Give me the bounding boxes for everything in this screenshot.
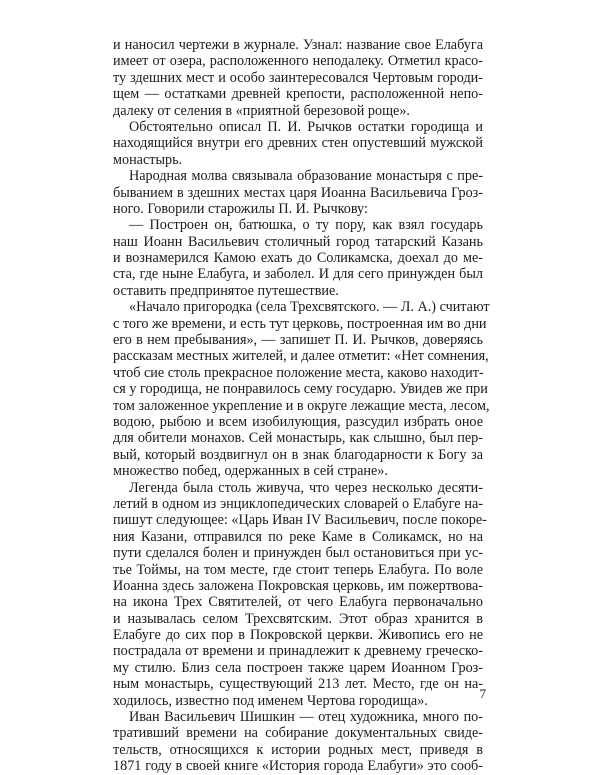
text-line: му стилю. Близ села построен также царем Иоанном Гроз- xyxy=(113,659,483,676)
text-line: пострадала от времени и принадлежит к древнему греческо- xyxy=(113,643,483,660)
text-line: и наносил чертежи в журнале. Узнал: название свое Елабуга xyxy=(113,37,483,53)
text-line: для обители монахов. Сей монастырь, как слышно, был пер- xyxy=(113,430,483,447)
text-line: ся у городища, не понравилось сему государю. Увидев же при xyxy=(113,381,488,398)
text-line: на икона Трех Святителей, от чего Елабуга первоначально xyxy=(113,594,483,611)
text-line: тельств, относящихся к истории родных мест, приведя в xyxy=(113,741,483,758)
text-line: ния Казани, отправился по реке Каме в Соликамск, но на xyxy=(113,528,483,545)
text-line: быванием в здешних местах царя Иоанна Васильевича Гроз- xyxy=(113,184,483,201)
text-line: оставить предпринятое путешествие. xyxy=(113,282,339,299)
text-line: 1871 году в своей книге «История города Елабуги» это сооб- xyxy=(113,758,483,775)
text-line: наш Иоанн Васильевич столичный город татарский Казань xyxy=(113,233,483,250)
text-line: пути сделался болен и принужден был остановиться при ус- xyxy=(113,545,483,562)
text-line: и называлась селом Трехсвятским. Этот образ хранится в xyxy=(113,610,483,627)
text-line: Обстоятельно описал П. И. Рычков остатки городища и xyxy=(129,118,483,135)
text-line: рассказам местных жителей, и далее отметит: «Нет сомнения, xyxy=(113,348,489,365)
text-line: Елабуге до сих пор в Покровской церкви. Живопись его не xyxy=(113,627,483,644)
text-line: множество побед, одержанных в сей стране». xyxy=(113,463,388,480)
text-line: его в нем пребывания», — запишет П. И. Рычков, доверяясь xyxy=(113,332,483,349)
text-line: Народная молва связывала образование монастыря с пре- xyxy=(129,168,483,185)
text-line: с того же времени, и есть тут церковь, построенная им во дни xyxy=(113,315,487,332)
page-number: 7 xyxy=(479,686,486,701)
text-line: водою, рыбою и всем изобилующия, разсудил избрать оное xyxy=(113,413,483,430)
text-line: ста, где ныне Елабуга, и заболел. И для сего принужден был xyxy=(113,266,483,283)
text-line: имеет от озера, расположенного неподалеку. Отметил красо- xyxy=(113,53,483,70)
text-line: летий в одном из энциклопедических словарей о Елабуге на- xyxy=(113,495,483,512)
text-line: вый, который воздвигнул он в знак благодарности к Богу за xyxy=(113,446,483,463)
text-line: далеку от селения в «приятной березовой роще». xyxy=(113,102,410,119)
text-line: щем — остатками древней крепости, расположенной непо- xyxy=(113,86,483,103)
text-line: тративший времени на собирание документальных свиде- xyxy=(113,725,483,742)
text-line: том заложенное укрепление и в округе лежащие места, лесом, xyxy=(113,397,490,414)
text-line: «Начало пригородка (села Трехсвятского. — Л. А.) считают xyxy=(129,299,490,316)
text-line: ту здешних мест и особо заинтересовался Чертовым городи- xyxy=(113,69,483,86)
text-line: Легенда была столь живуча, что через несколько десяти- xyxy=(129,479,483,496)
text-line: ным монастырь, существующий 213 лет. Место, где он на- xyxy=(113,676,483,693)
text-line: ходилось, известно под именем Чертова городища». xyxy=(113,692,428,709)
text-line: и вознамерился Камою ехать до Соликамска, доехал до ме- xyxy=(113,250,483,267)
text-line: монастырь. xyxy=(113,151,183,168)
text-line: пишут следующее: «Царь Иван IV Васильевич, после покоре- xyxy=(113,512,487,529)
text-line: тье Тоймы, на том месте, где стоит теперь Елабуга. По воле xyxy=(113,561,483,578)
text-line: — Построен он, батюшка, о ту пору, как взял государь xyxy=(129,217,483,234)
text-line: Иоанна здесь заложена Покровская церковь, им пожертвова- xyxy=(113,577,483,594)
text-line: чтоб сие столь прекрасное положение места, каково находит- xyxy=(113,364,484,381)
text-line: ного. Говорили старожилы П. И. Рычкову: xyxy=(113,200,368,217)
text-line: находящийся внутри его древних стен опустевший мужской xyxy=(113,135,483,152)
page-body-text xyxy=(113,37,490,775)
text-line: Иван Васильевич Шишкин — отец художника, много по- xyxy=(129,709,483,726)
